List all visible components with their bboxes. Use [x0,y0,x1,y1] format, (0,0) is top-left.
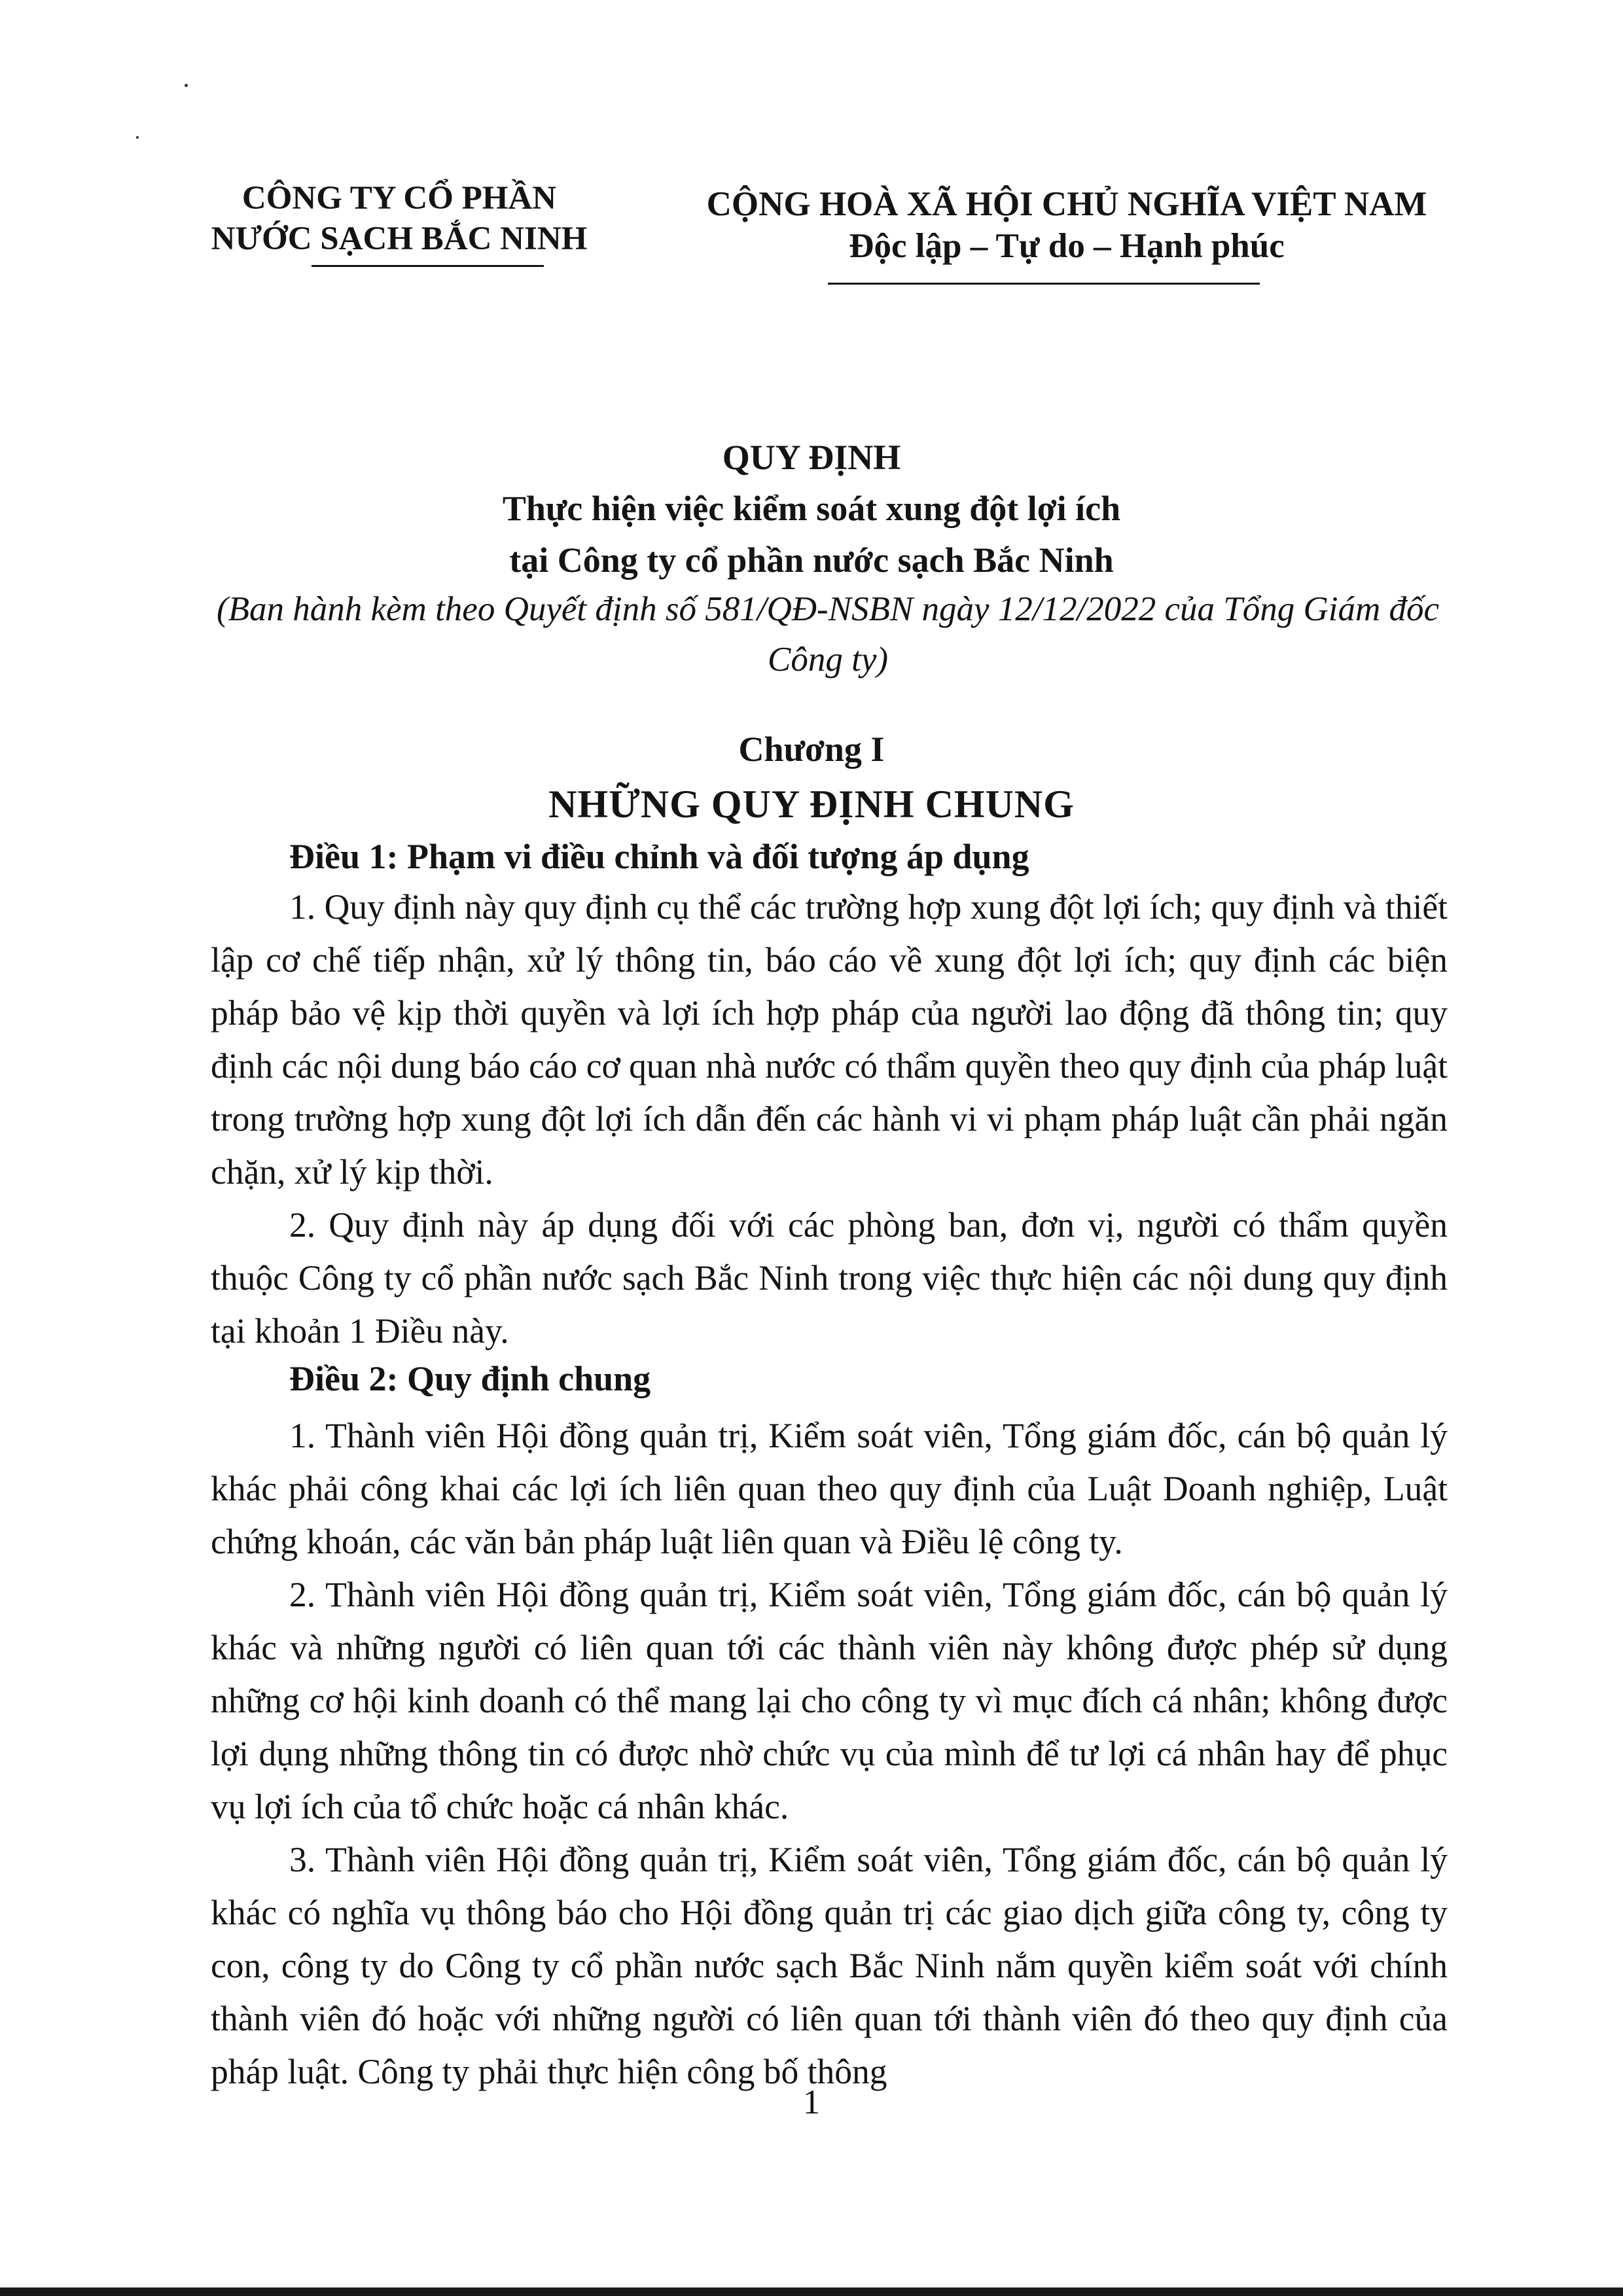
chapter-label: Chương I [738,730,885,769]
document-subtitle-line1: Thực hiện việc kiểm soát xung đột lợi ích [502,489,1121,528]
article-2-paragraph-2: 2. Thành viên Hội đồng quản trị, Kiểm soát viên, Tổng giám đốc, cán bộ quản lý khác và những người có liên quan tới các thành viên này không được phép sử dụng những cơ hội kinh doanh có thể mang lại cho công ty vì mục đích cá nhân; không được lợi dụng những thông tin có được nhờ chức vụ của mình để tư lợi cá nhân hay để phục vụ lợi ích của tổ chức hoặc cá nhân khác. [211,1575,1448,1826]
article-1-paragraph-1: 1. Quy định này quy định cụ thể các trường hợp xung đột lợi ích; quy định và thiết lập cơ chế tiếp nhận, xử lý thông tin, báo cáo về xung đột lợi ích; quy định các biện pháp bảo vệ kịp thời quyền và lợi ích hợp pháp của người lao động đã thông tin; quy định các nội dung báo cáo cơ quan nhà nước có thẩm quyền theo quy định của pháp luật trong trường hợp xung đột lợi ích dẫn đến các hành vi vi phạm pháp luật cần phải ngăn chặn, xử lý kịp thời. [211,887,1448,1192]
chapter-title: NHỮNG QUY ĐỊNH CHUNG [548,783,1075,826]
article-1-paragraph-2: 2. Quy định này áp dụng đối với các phòng ban, đơn vị, người có thẩm quyền thuộc Công ty cổ phần nước sạch Bắc Ninh trong việc thực hiện các nội dung quy định tại khoản 1 Điều này. [211,1205,1448,1351]
motto-underline [828,283,1260,285]
issuance-note: (Ban hành kèm theo Quyết định số 581/QĐ-NSBN ngày 12/12/2022 của Tổng Giám đốc Công ty) [216,590,1440,679]
document-title: QUY ĐỊNH [722,438,901,477]
scan-speck [185,84,188,87]
organization-name-line2: NƯỚC SẠCH BẮC NINH [211,221,588,257]
article-1-heading: Điều 1: Phạm vi điều chỉnh và đối tượng áp dụng [289,837,1029,876]
page-number: 1 [802,2083,821,2121]
scan-bottom-edge [0,2287,1623,2296]
article-1-body [211,881,1448,1358]
national-title: CỘNG HOÀ XÃ HỘI CHỦ NGHĨA VIỆT NAM [706,185,1427,223]
national-header [661,183,1472,267]
organization-name-line1: CÔNG TY CỔ PHẦN [241,180,557,217]
national-motto: Độc lập – Tự do – Hạnh phúc [849,227,1285,265]
scan-speck [136,136,139,139]
document-subtitle-line2: tại Công ty cổ phần nước sạch Bắc Ninh [509,540,1114,580]
article-2-body [211,1409,1448,2098]
organization-header [183,178,615,259]
article-2-paragraph-3: 3. Thành viên Hội đồng quản trị, Kiểm soát viên, Tổng giám đốc, cán bộ quản lý khác có nghĩa vụ thông báo cho Hội đồng quản trị các giao dịch giữa công ty, công ty con, công ty do Công ty cổ phần nước sạch Bắc Ninh nắm quyền kiểm soát với chính thành viên đó hoặc với những người có liên quan tới thành viên đó theo quy định của pháp luật. Công ty phải thực hiện công bố thông [211,1840,1448,2091]
organization-underline [312,265,544,267]
article-2-heading: Điều 2: Quy định chung [289,1359,651,1398]
article-2-paragraph-1: 1. Thành viên Hội đồng quản trị, Kiểm soát viên, Tổng giám đốc, cán bộ quản lý khác phải công khai các lợi ích liên quan theo quy định của Luật Doanh nghiệp, Luật chứng khoán, các văn bản pháp luật liên quan và Điều lệ công ty. [211,1416,1448,1561]
